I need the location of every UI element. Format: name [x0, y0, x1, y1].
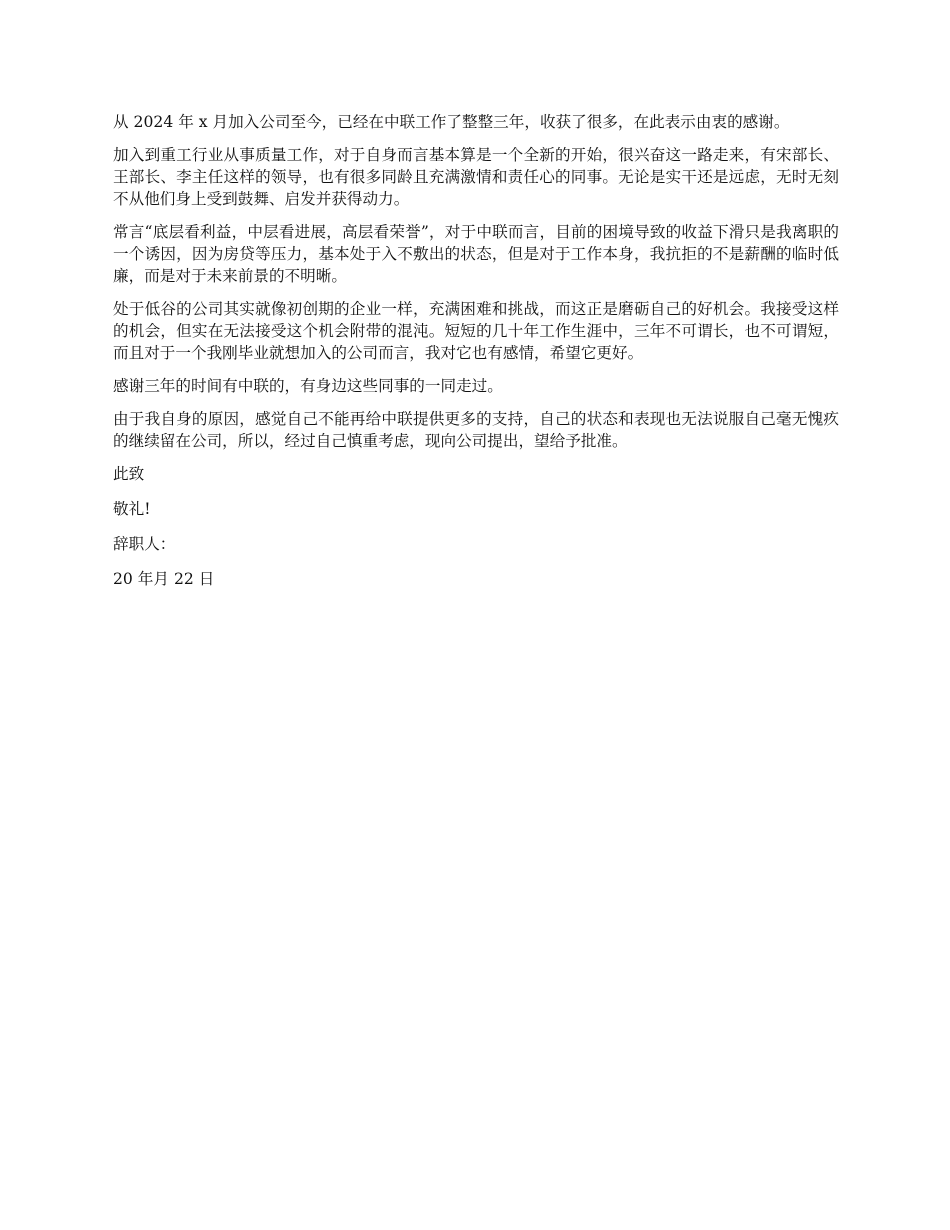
- paragraph-company-state: 处于低谷的公司其实就像初创期的企业一样，充满困难和挑战，而这正是磨砺自己的好机会。我接受这样的机会，但实在无法接受这个机会附带的混沌。短短的几十年工作生涯中，三年不可谓长，也不可谓短，而且对于一个我刚毕业就想加入的公司而言，我对它也有感情，希望它更好。: [113, 300, 839, 362]
- paragraph-colleagues: 加入到重工行业从事质量工作，对于自身而言基本算是一个全新的开始，很兴奋这一路走来，有宋部长、王部长、李主任这样的领导，也有很多同龄且充满激情和责任心的同事。无论是实干还是远虑，无时无刻不从他们身上受到鼓舞、启发并获得动力。: [113, 146, 839, 208]
- regards: 敬礼!: [113, 500, 151, 518]
- paragraph-thanks: 感谢三年的时间有中联的，有身边这些同事的一同走过。: [113, 377, 503, 395]
- salutation: 此致: [113, 465, 145, 483]
- letter-date: 20 年月 22 日: [113, 570, 215, 588]
- paragraph-intro: 从 2024 年 x 月加入公司至今，已经在中联工作了整整三年，收获了很多，在此表示由衷的感谢。: [113, 113, 790, 131]
- resignation-letter: [113, 111, 839, 603]
- paragraph-request: 由于我自身的原因，感觉自己不能再给中联提供更多的支持，自己的状态和表现也无法说服自己毫无愧疚的继续留在公司，所以，经过自己慎重考虑，现向公司提出，望给予批准。: [113, 410, 839, 450]
- signature-label: 辞职人：: [113, 535, 176, 553]
- paragraph-reason: 常言“底层看利益，中层看进展，高层看荣誉”，对于中联而言，目前的困境导致的收益下滑只是我离职的一个诱因，因为房贷等压力，基本处于入不敷出的状态，但是对于工作本身，我抗拒的不是薪酬的临时低廉，而是对于未来前景的不明晰。: [113, 223, 839, 285]
